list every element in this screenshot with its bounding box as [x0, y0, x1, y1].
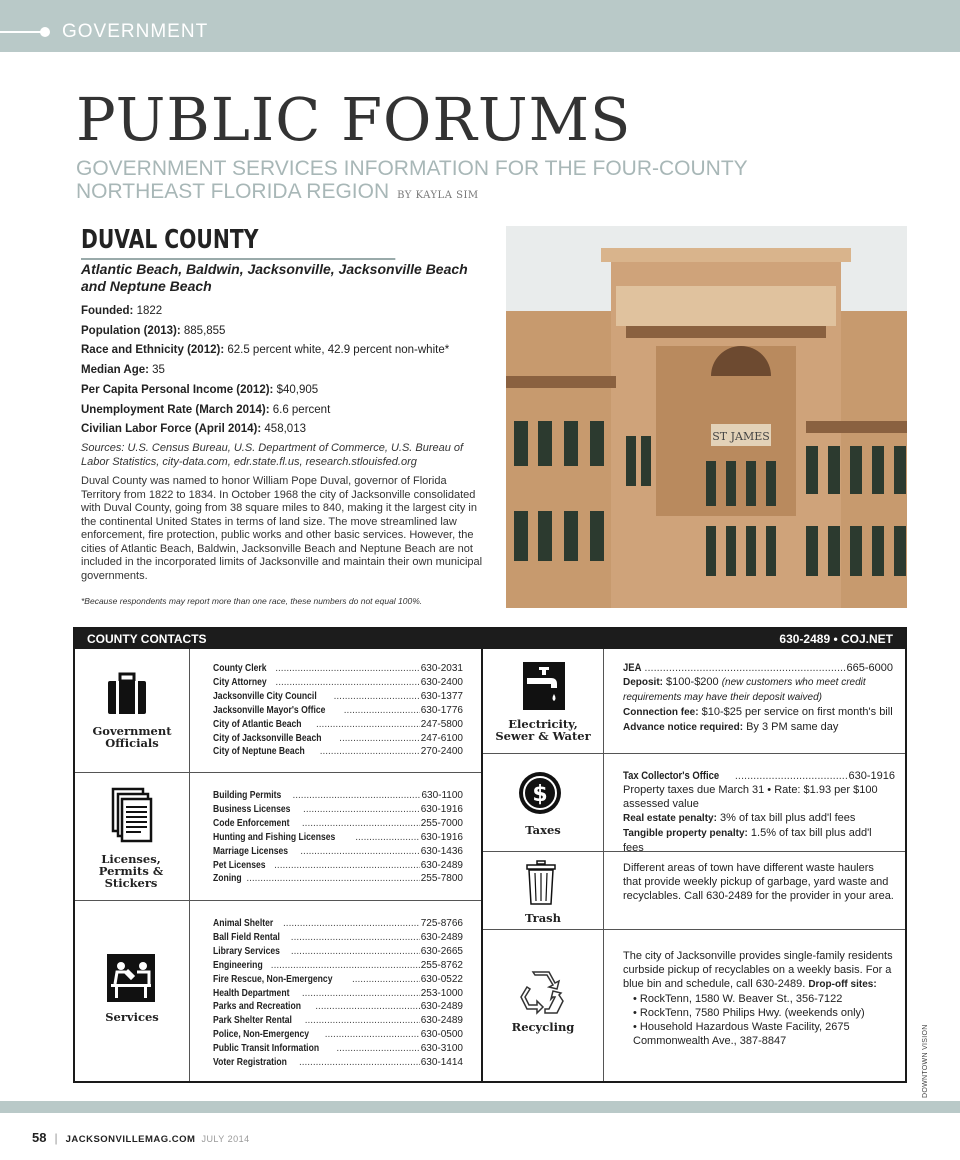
contact-phone: 255-8762: [420, 959, 463, 971]
briefcase-icon: [107, 672, 147, 716]
list-item: [213, 803, 463, 817]
section-bar: [0, 0, 960, 52]
list-item: [213, 676, 463, 690]
deposit-note: (new customers who meet credit requirements may have their deposit waived): [623, 677, 866, 703]
divider: [75, 772, 481, 773]
byline: BY KAYLA SIM: [397, 190, 479, 201]
taxes-text: Property taxes due March 31 • Rate: $1.93 per $100 assessed value: [623, 784, 878, 810]
fact-value: 62.5 percent white, 42.9 percent non-white*: [224, 344, 450, 357]
contact-name: Marriage Licenses: [213, 845, 289, 857]
contact-name: City Attorney: [213, 676, 267, 688]
contact-phone: 630-2489: [420, 1001, 463, 1013]
contact-phone: 270-2400: [420, 746, 463, 758]
trash-info: Different areas of town have different waste haulers that provide weekly pickup of garbage, yard waste and recyclables. Call 630-2489 for the provider in your area.: [623, 862, 894, 902]
documents-icon: [111, 787, 153, 843]
list-item: [213, 817, 463, 831]
contacts-header-phone: 630-2489 • COJ.NET: [779, 632, 893, 646]
category-licenses: Licenses, Permits & Stickers: [98, 852, 164, 890]
list-item: [213, 831, 463, 845]
fact-label: Per Capita Personal Income (2012):: [81, 383, 274, 396]
section-label: GOVERNMENT: [62, 21, 209, 42]
category-recycling: Recycling: [511, 1020, 575, 1034]
fee-label: Connection fee:: [623, 707, 699, 718]
contact-name: City of Atlantic Beach: [213, 718, 302, 730]
list-item: [213, 872, 463, 886]
county-towns: Atlantic Beach, Baldwin, Jacksonville, Jacksonville Beach and Neptune Beach: [81, 261, 468, 294]
list-item: [213, 859, 463, 873]
sources-note: Sources: U.S. Census Bureau, U.S. Department of Commerce, U.S. Bureau of Labor Statistics, city-data.com, edr.state.fl.us, research.stlouisfed.org: [81, 442, 464, 468]
list-item: [213, 945, 463, 959]
dollar-icon: [517, 770, 563, 816]
contact-name: Police, Non-Emergency: [213, 1029, 310, 1041]
services-list: [213, 917, 463, 1070]
fact-label: Unemployment Rate (March 2014):: [81, 403, 270, 416]
contact-phone: 630-1916: [848, 770, 895, 782]
deposit-label: Deposit:: [623, 677, 663, 688]
fact-row: [81, 341, 486, 361]
category-services: Services: [105, 1010, 159, 1024]
contact-name: Public Transit Information: [213, 1043, 320, 1055]
county-facts: [81, 302, 486, 440]
list-item: [623, 661, 893, 675]
fee-value: $10-$25 per service on first month's bill: [698, 706, 893, 718]
contact-name: JEA: [623, 662, 642, 674]
divider: [483, 929, 905, 930]
list-item: [213, 959, 463, 973]
fact-row: [81, 322, 486, 342]
contact-name: Pet Licenses: [213, 859, 266, 871]
list-item: [213, 987, 463, 1001]
real-estate-label: Real estate penalty:: [623, 813, 717, 824]
tangible-label: Tangible property penalty:: [623, 828, 748, 839]
page-subtitle: [76, 157, 836, 207]
list-item: [213, 1042, 463, 1056]
fact-value: 1822: [133, 305, 163, 317]
contact-phone: 630-3100: [420, 1043, 463, 1055]
divider: [481, 649, 483, 1081]
contact-phone: 630-0500: [420, 1029, 463, 1041]
photo-credit: DOWNTOWN VISION: [922, 1024, 929, 1098]
contact-name: Engineering: [213, 959, 263, 971]
list-item: [213, 732, 463, 746]
fact-value: 458,013: [261, 423, 306, 436]
contact-name: Zoning: [213, 873, 242, 885]
contact-name: Ball Field Rental: [213, 931, 280, 943]
contact-phone: 630-1436: [420, 845, 463, 857]
category-government-officials: Government Officials: [92, 724, 172, 750]
race-footnote: *Because respondents may report more than one race, these numbers do not equal 100%.: [81, 596, 423, 606]
contact-name: Hunting and Fishing Licenses: [213, 831, 336, 843]
contact-phone: 630-1414: [420, 1057, 463, 1069]
fact-label: Population (2013):: [81, 324, 181, 337]
fact-row: [81, 302, 486, 322]
list-item: [213, 1000, 463, 1014]
contact-phone: 247-6100: [420, 732, 463, 744]
contact-phone: 725-8766: [420, 918, 463, 929]
list-item: [213, 718, 463, 732]
deposit-value: $100-$200: [663, 676, 722, 688]
list-item: • RockTenn, 1580 W. Beaver St., 356-7122: [633, 993, 843, 1005]
list-item: [213, 973, 463, 987]
list-item: [213, 1014, 463, 1028]
tangible-value: 1.5% of tax bill plus add'l fees: [623, 827, 872, 854]
county-heading: DUVAL COUNTY: [81, 225, 395, 260]
fact-row: [81, 361, 486, 381]
list-item: [623, 769, 895, 783]
list-item: [213, 845, 463, 859]
magazine-url: JACKSONVILLEMAG.COM: [65, 1134, 196, 1145]
divider: [189, 649, 190, 1081]
category-taxes: Taxes: [525, 823, 561, 837]
government-officials-list: [213, 662, 463, 759]
contact-phone: 630-1916: [420, 803, 463, 815]
fact-row: [81, 381, 486, 401]
contact-name: Tax Collector's Office: [623, 770, 720, 782]
list-item: [213, 690, 463, 704]
fact-value: 6.6 percent: [269, 403, 331, 416]
footer-bar: [0, 1101, 960, 1113]
contact-name: Code Enforcement: [213, 817, 290, 829]
divider: [603, 649, 604, 1081]
list-item: [213, 789, 463, 803]
contact-phone: 630-2031: [420, 663, 463, 674]
service-desk-icon: [107, 954, 155, 1002]
contact-name: City of Jacksonville Beach: [213, 732, 322, 744]
contact-phone: 255-7800: [420, 873, 463, 885]
fee-line: [623, 705, 893, 720]
contact-name: County Clerk: [213, 663, 267, 674]
licenses-list: [213, 789, 463, 886]
fact-value: $40,905: [273, 383, 319, 396]
contact-name: Fire Rescue, Non-Emergency: [213, 973, 333, 985]
dropoff-list: [633, 992, 898, 1048]
county-contacts-table: [73, 627, 907, 1083]
category-electricity: Electricity, Sewer & Water: [495, 717, 591, 743]
section-dot: [40, 27, 50, 37]
contacts-header-title: COUNTY CONTACTS: [87, 632, 207, 646]
contact-phone: 630-2400: [420, 676, 463, 688]
contact-name: Building Permits: [213, 790, 282, 801]
page-footer: 58 | JACKSONVILLEMAG.COM JULY 2014: [32, 1130, 250, 1145]
contact-name: City of Neptune Beach: [213, 746, 305, 758]
list-item: [213, 704, 463, 718]
notice-value: By 3 PM same day: [743, 721, 839, 733]
contact-name: Animal Shelter: [213, 918, 274, 929]
list-item: [213, 662, 463, 676]
contact-phone: 630-2489: [420, 931, 463, 943]
contacts-header: [75, 629, 905, 649]
issue-date: JULY 2014: [201, 1134, 250, 1144]
fact-label: Race and Ethnicity (2012):: [81, 344, 225, 357]
divider: [483, 753, 905, 754]
subtitle-text: GOVERNMENT SERVICES INFORMATION FOR THE FOUR-COUNTY NORTHEAST FLORIDA REGION: [76, 157, 748, 203]
list-item: [213, 931, 463, 945]
dropoff-site: Household Hazardous Waste Facility, 2675 Commonwealth Ave., 387-8847: [633, 1021, 850, 1047]
contact-phone: 255-7000: [420, 817, 463, 829]
page-title: PUBLIC FORUMS: [76, 85, 632, 154]
contact-phone: 630-2665: [420, 945, 463, 957]
contact-phone: 253-1000: [420, 987, 463, 999]
list-item: • RockTenn, 7580 Philips Hwy. (weekends only): [633, 1007, 865, 1019]
fact-label: Civilian Labor Force (April 2014):: [81, 423, 262, 436]
dropoff-label: Drop-off sites:: [808, 979, 877, 990]
divider: [75, 900, 481, 901]
list-item: • Household Hazardous Waste Facility, 2675 Commonwealth Ave., 387-8847: [633, 1021, 850, 1047]
building-illustration: [506, 226, 907, 608]
recycle-icon: [515, 969, 567, 1019]
contact-name: Jacksonville Mayor's Office: [213, 704, 326, 716]
notice-line: [623, 720, 893, 735]
tangible-line: [623, 826, 895, 855]
contact-phone: 630-1776: [420, 704, 463, 716]
trash-can-icon: [525, 860, 557, 906]
dropoff-site: RockTenn, 1580 W. Beaver St., 356-7122: [639, 993, 843, 1005]
list-item: [213, 1056, 463, 1070]
contact-phone: 630-1377: [420, 690, 463, 702]
deposit-line: [623, 675, 893, 705]
electricity-info: [623, 661, 893, 735]
contact-name: Health Department: [213, 987, 290, 999]
category-trash: Trash: [524, 911, 562, 925]
contact-phone: 630-0522: [420, 973, 463, 985]
contact-phone: 630-1100: [421, 790, 463, 801]
contact-phone: 630-2489: [420, 859, 463, 871]
contact-name: Jacksonville City Council: [213, 690, 317, 702]
list-item: [213, 917, 463, 931]
recycling-info: [623, 949, 898, 1048]
contact-phone: 665-6000: [846, 662, 893, 674]
fact-row: [81, 420, 486, 440]
real-estate-value: 3% of tax bill plus add'l fees: [716, 812, 856, 824]
fact-value: 885,855: [180, 324, 226, 337]
fact-label: Median Age:: [81, 364, 149, 377]
building-photo: [506, 226, 907, 608]
real-estate-line: [623, 811, 895, 826]
faucet-icon: [523, 662, 565, 710]
fact-row: [81, 401, 486, 421]
contact-name: Library Services: [213, 945, 280, 957]
page-number: 58: [32, 1130, 47, 1145]
dropoff-site: RockTenn, 7580 Philips Hwy. (weekends only): [639, 1007, 865, 1019]
list-item: [213, 1028, 463, 1042]
contact-phone: 630-2489: [420, 1015, 463, 1027]
taxes-info: [623, 769, 895, 855]
recycling-text: The city of Jacksonville provides single-family residents curbside pickup of recyclables on a weekly basis. For a blue bin and schedule, call 630-2489.: [623, 950, 893, 990]
fact-label: Founded:: [81, 305, 134, 317]
county-body-text: Duval County was named to honor William Pope Duval, governor of Florida Territory from 1822 to 1834. In October 1968 the city of Jacksonville consolidated with Duval County, going from 38 square miles to 840, making it the largest city in the continental United States in terms of land size. The move streamlined law enforcement, fire protection, public works and other basic services. However, the cities of Atlantic Beach, Baldwin, Jacksonville Beach and Neptune Beach are not included in the incorporated limits of Jacksonville and maintain their own municipal governments.: [81, 475, 483, 582]
notice-label: Advance notice required:: [623, 722, 744, 733]
contact-name: Parks and Recreation: [213, 1001, 301, 1013]
contact-name: Business Licenses: [213, 803, 291, 815]
contact-phone: 630-1916: [420, 831, 463, 843]
contact-phone: 247-5800: [420, 718, 463, 730]
list-item: [213, 745, 463, 759]
svg-text:$: $: [532, 782, 548, 807]
contact-name: Park Shelter Rental: [213, 1015, 292, 1027]
contact-name: Voter Registration: [213, 1057, 287, 1069]
fact-value: 35: [148, 364, 165, 377]
building-sign: ST JAMES: [712, 430, 770, 443]
